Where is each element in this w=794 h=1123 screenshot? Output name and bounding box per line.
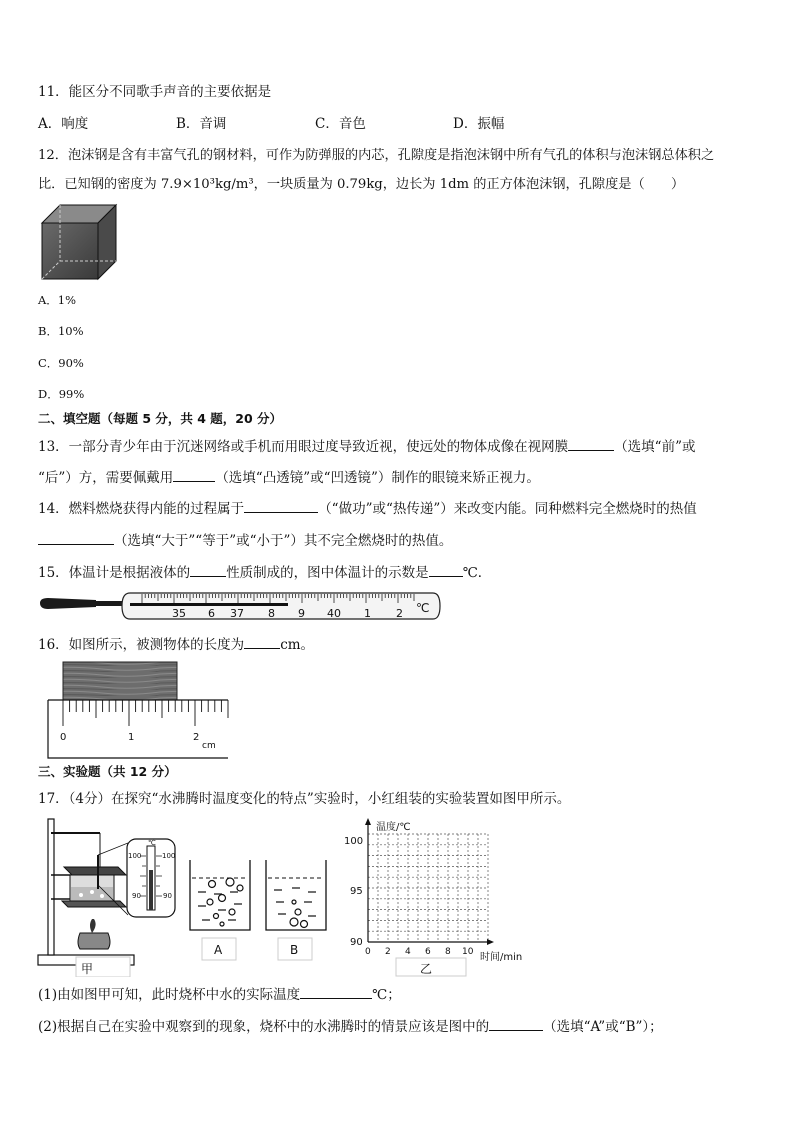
q11-stem: 11．能区分不同歌手声音的主要依据是 [38, 84, 272, 100]
clinical-thermometer-figure [38, 588, 442, 626]
ruler-label-0: 0 [60, 732, 67, 743]
graph-ylabel: 温度/℃ [376, 822, 411, 833]
callout-unit: ℃ [148, 839, 156, 847]
q13-text-d: （选填“凸透镜”或“凹透镜”）制作的眼镜来矫正视力。 [215, 470, 540, 486]
q13-text-a: 13．一部分青少年由于沉迷网络或手机而用眼过度导致近视，使远处的物体成像在视网膜 [38, 439, 569, 455]
figure-b-label: B [290, 943, 299, 957]
q17-stem: 17．（4分）在探究“水沸腾时温度变化的特点”实验时，小红组装的实验装置如图甲所示。 [38, 791, 571, 807]
temperature-time-grid [336, 818, 532, 978]
beaker-a-figure [188, 858, 252, 962]
q14-text-b: （“做功”或“热传递”）来改变内能。同种燃料完全燃烧时的热值 [318, 501, 697, 517]
thermo-label-37: 37 [230, 607, 244, 620]
q13-text-c: “后”）方，需要佩戴用 [38, 470, 174, 486]
beaker-b-figure [264, 858, 328, 962]
q17-sub1-unit: ℃； [372, 987, 401, 1003]
thermo-label-36: 6 [208, 607, 215, 620]
q14-blank-1[interactable] [244, 498, 318, 513]
q14-line2 [38, 530, 452, 551]
q14-blank-2[interactable] [38, 530, 114, 545]
thermo-label-40: 40 [327, 607, 341, 620]
figure-yi-label: 乙 [420, 962, 433, 976]
ruler-unit: cm [202, 741, 216, 751]
q12-option-a: A．1% [38, 293, 77, 307]
graph-ytick-95: 95 [350, 886, 363, 897]
graph-xlabel: 时间/min [480, 952, 523, 963]
q13-blank-1[interactable] [568, 436, 614, 451]
q14-line1 [38, 498, 697, 519]
figure-jia-label: 甲 [81, 962, 94, 976]
q13-text-b: （选填“前”或 [614, 439, 696, 455]
q12-stem-line2: 比．已知钢的密度为 7.9×10³kg/m³，一块质量为 0.79kg，边长为 1dm 的正方体泡沫钢，孔隙度是（ ） [38, 177, 685, 192]
q15-line [38, 562, 491, 583]
cube-figure [40, 203, 118, 281]
graph-xtick-10: 10 [462, 947, 474, 957]
q11-option-b: B．音调 [176, 116, 227, 132]
q17-sub1 [38, 984, 401, 1005]
thermo-unit: ℃ [416, 601, 430, 615]
q14-text-a: 14．燃料燃烧获得内能的过程属于 [38, 501, 245, 517]
q17-sub2 [38, 1016, 663, 1037]
thermo-label-42: 2 [396, 607, 403, 620]
graph-ytick-100: 100 [344, 836, 364, 847]
section-3-heading: 三、实验题（共 12 分） [38, 764, 177, 779]
figure-a-label: A [214, 943, 223, 957]
graph-xtick-6: 6 [425, 947, 431, 957]
q15-text-a: 15．体温计是根据液体的 [38, 565, 191, 581]
q12-option-c: C．90% [38, 356, 84, 370]
q17-sub2-blank[interactable] [489, 1016, 543, 1031]
q17-sub1-blank[interactable] [300, 984, 372, 999]
q15-blank-1[interactable] [190, 562, 226, 577]
callout-90-right: 90 [163, 892, 172, 900]
q14-text-c: （选填“大于”“等于”或“小于”）其不完全燃烧时的热值。 [114, 533, 453, 549]
q11-option-c: C．音色 [315, 116, 366, 132]
callout-90-left: 90 [132, 892, 141, 900]
thermo-label-41: 1 [364, 607, 371, 620]
callout-100-right: 100 [162, 852, 176, 860]
q16-line [38, 634, 314, 655]
thermo-label-35: 35 [172, 607, 186, 620]
q12-stem-line1: 12．泡沫钢是含有丰富气孔的钢材料，可作为防弹服的内芯，孔隙度是指泡沫钢中所有气孔的体积与泡沫钢总体积之 [38, 148, 715, 163]
q17-sub2-text: (2)根据自己在实验中观察到的现象，烧杯中的水沸腾时的情景应该是图中的 [38, 1019, 490, 1035]
ruler-figure [44, 660, 232, 760]
q17-sub1-text: (1)由如图甲可知，此时烧杯中水的实际温度 [38, 987, 301, 1003]
thermo-label-39: 9 [298, 607, 305, 620]
q15-text-c: ℃． [462, 565, 492, 581]
ruler-label-1: 1 [128, 732, 135, 743]
q12-option-d: D．99% [38, 387, 85, 401]
q17-sub2-hint: （选填“A”或“B”）； [543, 1019, 663, 1035]
q13-line1 [38, 436, 696, 457]
beaker-thermometer-callout [126, 838, 176, 918]
graph-xtick-2: 2 [385, 947, 391, 957]
q16-blank[interactable] [244, 634, 280, 649]
graph-ytick-90: 90 [350, 937, 363, 948]
q11-option-a: A．响度 [38, 116, 89, 132]
q15-blank-2[interactable] [429, 562, 463, 577]
graph-xtick-8: 8 [445, 947, 451, 957]
graph-xtick-0: 0 [365, 947, 371, 957]
q16-text-b: cm。 [280, 637, 315, 653]
q13-line2 [38, 467, 540, 488]
q13-blank-2[interactable] [173, 467, 215, 482]
q12-option-b: B．10% [38, 324, 84, 338]
ruler-label-2: 2 [193, 732, 200, 743]
callout-100-left: 100 [128, 852, 142, 860]
thermo-label-38: 8 [268, 607, 275, 620]
graph-xtick-4: 4 [405, 947, 411, 957]
q15-text-b: 性质制成的，图中体温计的示数是 [226, 565, 429, 581]
q11-option-d: D．振幅 [453, 116, 505, 132]
section-2-heading: 二、填空题（每题 5 分，共 4 题，20 分） [38, 411, 283, 426]
q16-text-a: 16．如图所示，被测物体的长度为 [38, 637, 245, 653]
